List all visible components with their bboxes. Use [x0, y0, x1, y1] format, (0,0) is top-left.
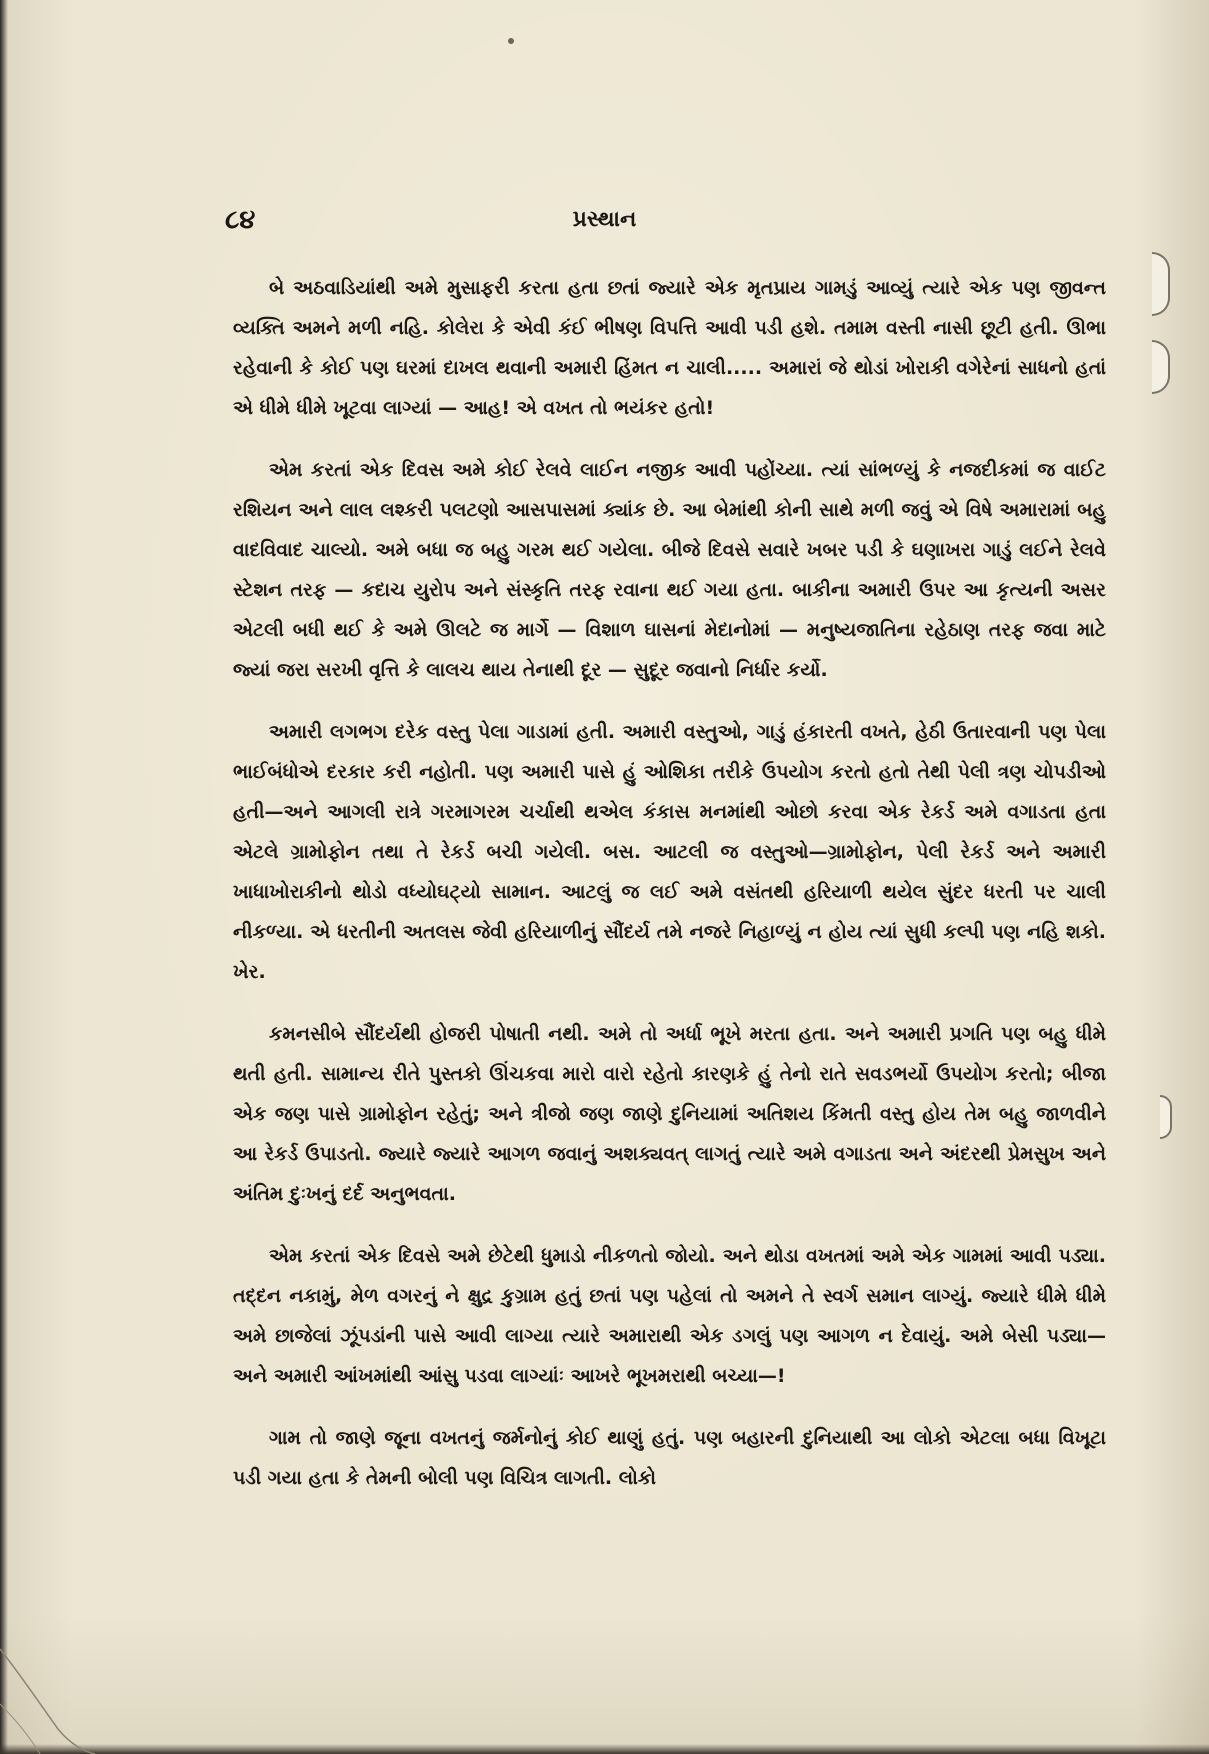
- paragraph: એમ કરતાં એક દિવસ અમે કોઈ રેલવે લાઈન નજીક આવી પહોંચ્યા. ત્યાં સાંભળ્યું કે નજદીકમાં જ વાઈટ રશિયન અને લાલ લશ્કરી પલટણો આસપાસમાં ક્યાંક છે. આ બેમાંથી કોની સાથે મળી જવું એ વિષે અમારામાં બહુ વાદવિવાદ ચાલ્યો. અમે બધા જ બહુ ગરમ થઈ ગયેલા. બીજે દિવસે સવારે ખબર પડી કે ઘણાખરા ગાડું લઈને રેલવે સ્ટેશન તરફ — કદાચ યુરોપ અને સંસ્કૃતિ તરફ રવાના થઈ ગયા હતા. બાકીના અમારી ઉપર આ કૃત્યની અસર એટલી બધી થઈ કે અમે ઊલટે જ માર્ગે — વિશાળ ઘાસનાં મેદાનોમાં — મનુષ્યજાતિના રહેઠાણ તરફ જવા માટે જ્યાં જરા સરખી વૃત્તિ કે લાલચ થાય તેનાથી દૂર — સુદૂર જવાનો નિર્ધાર કર્યો.: [233, 459, 1106, 681]
- margin-binding-mark: [1152, 252, 1170, 316]
- paragraph: બે અઠવાડિયાંથી અમે મુસાફરી કરતા હતા છતાં જ્યારે એક મૃતપ્રાય ગામડું આવ્યું ત્યારે એક પણ જીવન્ત વ્યક્તિ અમને મળી નહિ. કોલેરા કે એવી કંઈ ભીષણ વિપત્તિ આવી પડી હશે. તમામ વસ્તી નાસી છૂટી હતી. ઊભા રહેવાની કે કોઈ પણ ઘરમાં દાખલ થવાની અમારી હિંમત ન ચાલી..... અમારાં જે થોડાં ખોરાકી વગેરેનાં સાધનો હતાં એ ધીમે ધીમે ખૂટવા લાગ્યાં — આહ! એ વખત તો ભયંકર હતો!: [233, 277, 1107, 419]
- ink-spot: [508, 38, 514, 44]
- paragraph: એમ કરતાં એક દિવસે અમે છેટેથી ધુમાડો નીકળતો જોયો. અને થોડા વખતમાં અમે એક ગામમાં આવી પડ્યા. તદ્દન નકામું, મેળ વગરનું ને ક્ષુદ્ર કુગ્રામ હતું છતાં પણ પહેલાં તો અમને તે સ્વર્ગ સમાન લાગ્યું. જ્યારે ધીમે ધીમે અમે છાજેલાં ઝૂંપડાંની પાસે આવી લાગ્યા ત્યારે અમારાથી એક ડગલું પણ આગળ ન દેવાયું. અમે બેસી પડ્યા—અને અમારી આંખમાંથી આંસુ પડવા લાગ્યાંઃ આખરે ભૂખમરાથી બચ્યા—!: [233, 1245, 1106, 1387]
- paragraph: અમારી લગભગ દરેક વસ્તુ પેલા ગાડામાં હતી. અમારી વસ્તુઓ, ગાડું હંકારતી વખતે, હેઠી ઉતારવાની પણ પેલા ભાઈબંધોએ દરકાર કરી નહોતી. પણ અમારી પાસે હું ઓશિકા તરીકે ઉપયોગ કરતો હતો તેથી પેલી ત્રણ ચોપડીઓ હતી—અને આગલી રાત્રે ગરમાગરમ ચર્ચાથી થએલ કંકાસ મનમાંથી ઓછો કરવા એક રેકર્ડ અમે વગાડતા હતા એટલે ગ્રામોફોન તથા તે રેકર્ડ બચી ગયેલી. બસ. આટલી જ વસ્તુઓ—ગ્રામોફોન, પેલી રેકર્ડ અને અમારી ખાધાખોરાકીનો થોડો વધ્યોઘટ્યો સામાન. આટલું જ લઈ અમે વસંતથી હરિયાળી થયેલ સુંદર ધરતી પર ચાલી નીકળ્યા. એ ધરતીની અતલસ જેવી હરિયાળીનું સૌંદર્ય તમે નજરે નિહાળ્યું ન હોય ત્યાં સુધી કલ્પી પણ નહિ શકો. ખેર.: [233, 721, 1106, 983]
- margin-binding-mark: [1160, 1095, 1172, 1139]
- margin-binding-mark: [1152, 340, 1170, 394]
- paragraph: કમનસીબે સૌંદર્યથી હોજરી પોષાતી નથી. અમે તો અર્ધા ભૂખે મરતા હતા. અને અમારી પ્રગતિ પણ બહુ ધીમે થતી હતી. સામાન્ય રીતે પુસ્તકો ઊંચકવા મારો વારો રહેતો કારણકે હું તેનો રાતે સવડભર્યો ઉપયોગ કરતો; બીજા એક જણ પાસે ગ્રામોફોન રહેતું; અને ત્રીજો જણ જાણે દુનિયામાં અતિશય કિંમતી વસ્તુ હોય તેમ બહુ જાળવીને આ રેકર્ડ ઉપાડતો. જ્યારે જ્યારે આગળ જવાનું અશક્યવત્ લાગતું ત્યારે અમે વગાડતા અને અંદરથી પ્રેમસુખ અને અંતિમ દુઃખનું દર્દ અનુભવતા.: [233, 1023, 1106, 1205]
- page-edge-shadow: [0, 0, 8, 1754]
- page-number: ૮૪: [225, 205, 256, 235]
- body-text: [233, 268, 1106, 1520]
- running-head: પ્રસ્થાન: [572, 207, 637, 232]
- paper-crease: [0, 1554, 140, 1754]
- page-bottom-shadow: [0, 1744, 1209, 1754]
- paragraph: ગામ તો જાણે જૂના વખતનું જર્મનોનું કોઈ થાણું હતું. પણ બહારની દુનિયાથી આ લોકો એટલા બધા વિખૂટા પડી ગયા હતા કે તેમની બોલી પણ વિચિત્ર લાગતી. લોકો: [233, 1427, 1106, 1489]
